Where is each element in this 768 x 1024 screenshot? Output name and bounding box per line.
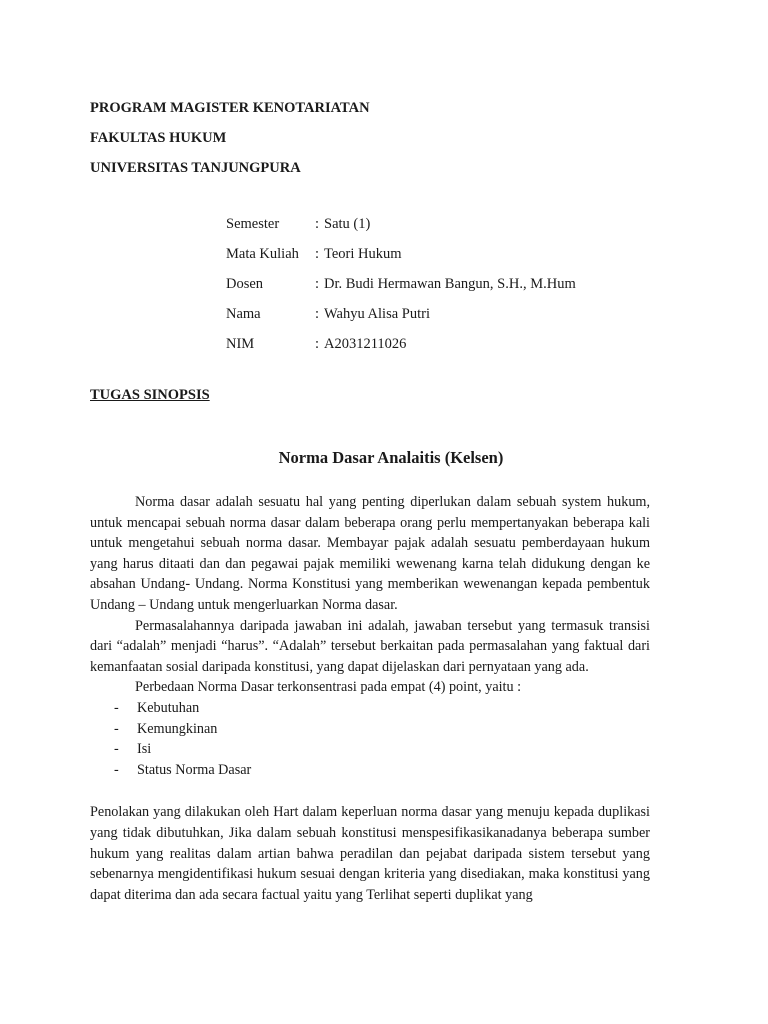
paragraph: Norma dasar adalah sesuatu hal yang penting diperlukan dalam sebuah system hukum, untuk mencapai sebuah norma dasar dalam beberapa orang perlu mempertanyakan beberapa kali untuk mengetahui sebuah norma dasar. Membayar pajak adalah sesuatu pemberdayaan hukum yang harus ditaati dan dan pegawai pajak memiliki wewenang karna telah didukung dengan ke absahan Undang- Undang. Norma Konstitusi yang memberikan wewenangan kepada pembentuk Undang – Undang untuk mengerluarkan Norma dasar. — [90, 494, 650, 613]
info-separator: : — [315, 306, 320, 322]
info-row-semester — [226, 209, 576, 239]
document-title: Norma Dasar Analaitis (Kelsen) — [278, 448, 504, 467]
paragraph: Perbedaan Norma Dasar terkonsentrasi pada empat (4) point, yaitu : — [135, 679, 522, 696]
info-label: Semester — [226, 216, 280, 232]
list-item — [90, 698, 650, 719]
list-item-text: Isi — [137, 741, 152, 758]
document-body — [90, 492, 650, 905]
info-label: NIM — [226, 336, 255, 352]
list-item-text: Status Norma Dasar — [137, 761, 252, 778]
bullet-marker: - — [114, 741, 119, 758]
info-separator: : — [315, 216, 320, 232]
info-separator: : — [315, 276, 320, 292]
info-value: A2031211026 — [324, 336, 407, 352]
bullet-list — [90, 698, 650, 780]
info-label: Dosen — [226, 276, 264, 292]
info-separator: : — [315, 246, 320, 262]
bullet-marker: - — [114, 699, 119, 716]
info-row-name — [226, 299, 576, 329]
info-row-course — [226, 239, 576, 269]
paragraph: Permasalahannya daripada jawaban ini adalah, jawaban tersebut yang termasuk transisi dari “adalah” menjadi “harus”. “Adalah” tersebut berkaitan pada permasalahan yang faktual dari kemanfaatan sosial daripada konstitusi, yang dapat dijelaskan dari pernyataan yang ada. — [90, 617, 650, 675]
info-label: Nama — [226, 306, 261, 322]
info-label: Mata Kuliah — [226, 246, 299, 262]
info-value: Wahyu Alisa Putri — [324, 306, 430, 322]
header-program: PROGRAM MAGISTER KENOTARIATAN — [90, 100, 370, 116]
bullet-marker: - — [114, 761, 119, 778]
list-item — [90, 719, 650, 740]
header-university: UNIVERSITAS TANJUNGPURA — [90, 160, 301, 176]
info-value: Satu (1) — [324, 216, 371, 232]
list-item — [90, 760, 650, 781]
header-faculty: FAKULTAS HUKUM — [90, 130, 227, 146]
student-info — [226, 209, 576, 359]
list-item-text: Kebutuhan — [137, 699, 200, 716]
info-value: Teori Hukum — [324, 246, 402, 262]
info-row-nim — [226, 329, 576, 359]
institution-header — [90, 93, 370, 183]
list-item-text: Kemungkinan — [137, 720, 218, 737]
info-separator: : — [315, 336, 320, 352]
bullet-marker: - — [114, 720, 119, 737]
paragraph: Penolakan yang dilakukan oleh Hart dalam keperluan norma dasar yang menuju kepada duplikasi yang tidak dibutuhkan, Jika dalam sebuah konstitusi menspesifikasikanadanya beberapa sumber hukum yang realitas dalam artian bahwa peradilan dan pejabat daripada sistem tersebut yang sebenarnya mengidentifikasi hukum sesuai dengan kriteria yang disediakan, maka konstitusi yang dapat diterima dan ada secara factual yaitu yang Terlihat seperti duplikat yang — [90, 804, 650, 903]
info-value: Dr. Budi Hermawan Bangun, S.H., M.Hum — [324, 276, 576, 292]
task-title: TUGAS SINOPSIS — [90, 387, 210, 403]
info-row-lecturer — [226, 269, 576, 299]
list-item — [90, 739, 650, 760]
